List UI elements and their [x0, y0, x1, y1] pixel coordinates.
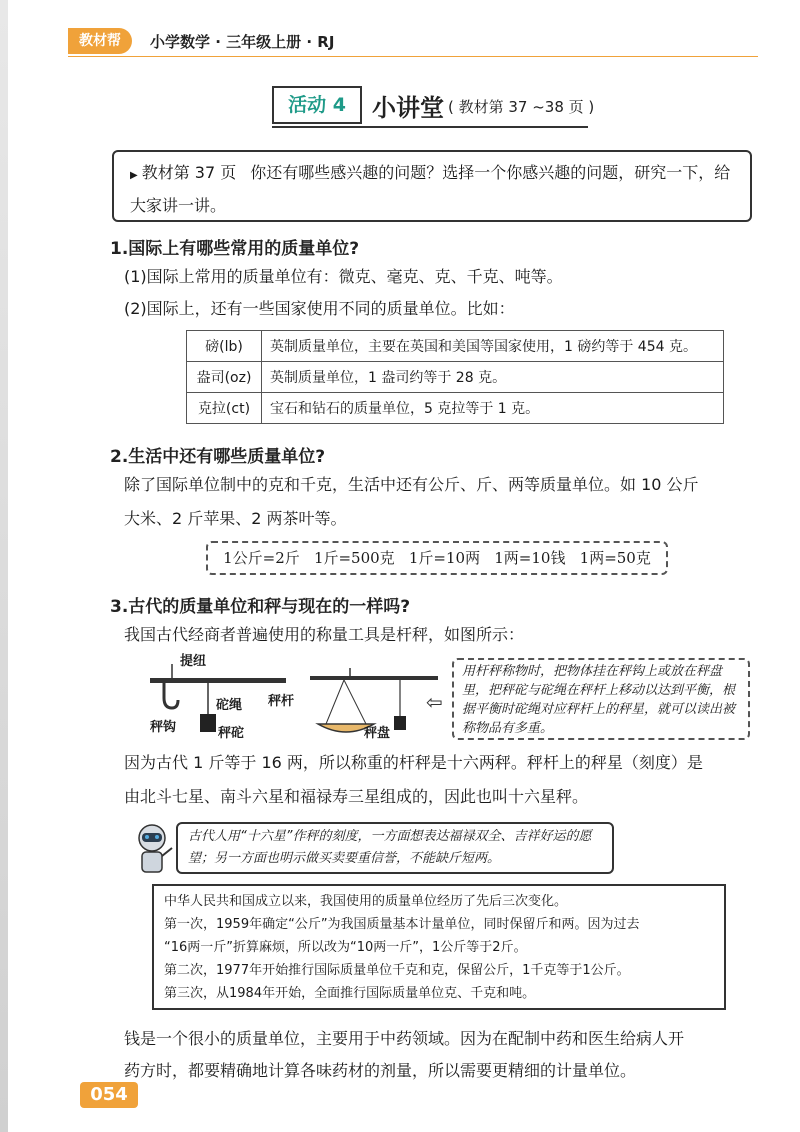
desc-cell: 宝石和钻石的质量单位，5 克拉等于 1 克。 [262, 393, 724, 424]
section2-line2: 大米、2 斤苹果、2 两茶叶等。 [124, 509, 347, 528]
triangle-bullet-icon: ▶ [130, 170, 138, 181]
section3-intro: 我国古代经商者普遍使用的称量工具是杆秤，如图所示： [124, 625, 525, 644]
question-box [112, 150, 752, 222]
page-number: 054 [80, 1082, 138, 1108]
unit-cell: 克拉(ct) [187, 393, 262, 424]
unit-table [186, 330, 724, 424]
label-gangan: 秤杆 [268, 694, 295, 709]
unit-cell: 盎司(oz) [187, 362, 262, 393]
question-source: 教材第 37 页 [141, 163, 237, 182]
history-line: “16两一斤”折算麻烦，所以改为“10两一斤”，1公斤等于2斤。 [164, 940, 527, 955]
label-tuosheng: 砣绳 [216, 698, 243, 713]
question-text: 你还有哪些感兴趣的问题？选择一个你感兴趣的问题，研究一下，给大家讲一讲。 [130, 163, 731, 215]
label-chengpan: 秤盘 [364, 726, 391, 741]
chenggou-hook [164, 683, 178, 708]
section2-line1: 除了国际单位制中的克和千克，生活中还有公斤、斤、两等质量单位。如 10 公斤 [124, 475, 699, 494]
left-arrow-icon: ⇦ [426, 690, 443, 714]
section3-line1: 因为古代 1 斤等于 16 两，所以称重的杆秤是十六两秤。秤杆上的秤星（刻度）是 [124, 753, 703, 772]
desc-cell: 英制质量单位，主要在英国和美国等国家使用，1 磅约等于 454 克。 [262, 331, 724, 362]
conversion-box [206, 541, 668, 575]
page-range: ( 教材第 37 ~38 页 ) [448, 98, 595, 116]
desc-cell: 英制质量单位，1 盎司约等于 28 克。 [262, 362, 724, 393]
brand-tag: 教材帮 [68, 28, 132, 54]
conversion-item: 1公斤=2斤 [223, 549, 300, 567]
header-rule [68, 56, 758, 57]
book-subtitle: 小学数学 · 三年级上册 · RJ [150, 33, 335, 51]
section1-paragraph1: (1)国际上常用的质量单位有：微克、毫克、克、千克、吨等。 [124, 267, 563, 286]
label-chenggou: 秤钩 [150, 720, 177, 735]
closing-line1: 钱是一个很小的质量单位，主要用于中药领域。因为在配制中药和医生给病人开 [124, 1029, 685, 1048]
table-row [187, 362, 724, 393]
history-line: 第二次，1977年开始推行国际质量单位千克和克，保留公斤，1千克等于1公斤。 [164, 963, 630, 978]
closing-line2: 药方时，都要精确地计算各味药材的剂量，所以需要更精细的计量单位。 [124, 1061, 637, 1080]
section2-heading: 2.生活中还有哪些质量单位? [110, 447, 326, 467]
steelyard-beam [150, 678, 286, 683]
page-title: 小讲堂 [372, 94, 444, 122]
table-row [187, 393, 724, 424]
steelyard-note: 用杆秤称物时，把物体挂在秤钩上或放在秤盘里，把秤砣与砣绳在秤杆上移动以达到平衡，根据平衡时砣绳对应秤杆上的秤星，就可以读出被称物品有多重。 [452, 658, 750, 740]
speech-bubble: 古代人用“十六星”作秤的刻度，一方面想表达福禄双全、吉祥好运的愿望；另一方面也明示做买卖要重信誉，不能缺斤短两。 [176, 822, 614, 874]
section1-paragraph2: (2)国际上，还有一些国家使用不同的质量单位。比如： [124, 299, 515, 318]
activity-label: 活动 4 [272, 86, 362, 124]
history-box [152, 884, 726, 1010]
conversion-item: 1斤=500克 [313, 549, 395, 567]
section3-heading: 3.古代的质量单位和秤与现在的一样吗? [110, 597, 411, 617]
section3-line2: 由北斗七星、南斗六星和福禄寿三星组成的，因此也叫十六星秤。 [124, 787, 589, 806]
history-line: 第一次，1959年确定“公斤”为我国质量基本计量单位，同时保留斤和两。因为过去 [164, 917, 640, 932]
section1-heading: 1.国际上有哪些常用的质量单位? [110, 239, 360, 259]
label-chengtuo: 秤砣 [218, 726, 245, 741]
title-underline [272, 126, 588, 128]
conversion-item: 1两=10钱 [494, 549, 566, 567]
table-row [187, 331, 724, 362]
steelyard-illustration [150, 654, 440, 744]
steelyard-beam-2 [310, 676, 438, 680]
page-edge-strip [0, 0, 8, 1132]
history-line: 中华人民共和国成立以来，我国使用的质量单位经历了先后三次变化。 [164, 894, 568, 909]
history-line: 第三次，从1984年开始，全面推行国际质量单位克、千克和吨。 [164, 986, 536, 1001]
robot-mascot-icon [128, 822, 176, 878]
unit-cell: 磅(lb) [187, 331, 262, 362]
chengtuo-weight [200, 714, 216, 732]
conversion-item: 1斤=10两 [408, 549, 481, 567]
label-tiniu: 提纽 [180, 654, 207, 669]
conversion-item: 1两=50克 [579, 549, 651, 567]
